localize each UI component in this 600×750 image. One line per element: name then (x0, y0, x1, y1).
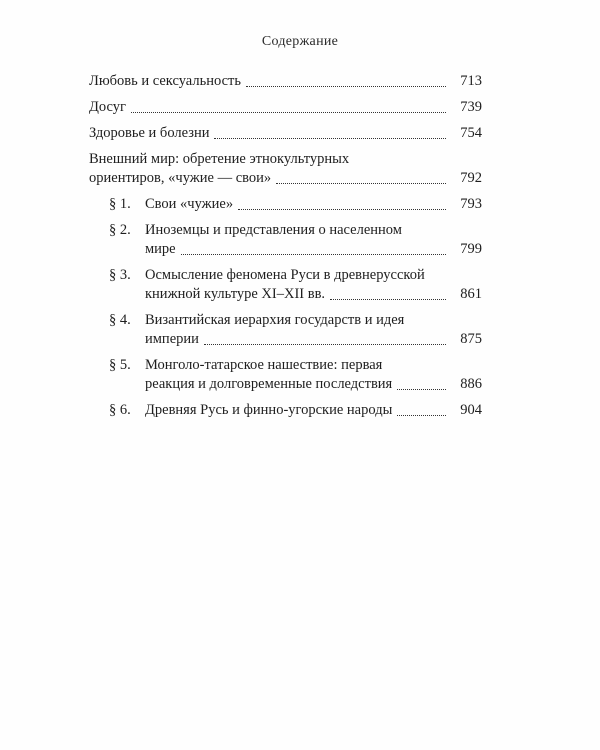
leader-dots (214, 138, 446, 139)
section-number: § 2. (109, 222, 131, 238)
toc-entry-leisure[interactable] (89, 98, 482, 117)
toc-entry-outer-world[interactable] (89, 150, 482, 188)
toc-entry-title-line1: Монголо-татарское нашествие: первая (145, 357, 383, 373)
toc-subentry-6[interactable] (109, 401, 482, 420)
leader-dots (397, 389, 446, 390)
toc-entry-page: 886 (460, 376, 482, 392)
leader-dots (181, 254, 446, 255)
toc-entry-page: 754 (460, 125, 482, 141)
toc-entry-title: Досуг (89, 99, 126, 115)
section-number: § 1. (109, 196, 131, 212)
toc-entry-title-line2: мире (145, 241, 176, 257)
leader-dots (330, 299, 446, 300)
toc-entry-title-line2: книжной культуре XI–XII вв. (145, 286, 326, 302)
toc-subentry-3[interactable] (109, 266, 482, 304)
toc-entry-title: Здоровье и болезни (89, 125, 210, 141)
toc-entry-title: Свои «чужие» (145, 196, 234, 212)
toc-entry-page: 799 (460, 241, 482, 257)
toc-entry-health[interactable] (89, 124, 482, 143)
toc-entry-title-line2: ориентиров, «чужие — свои» (89, 170, 272, 186)
section-number: § 4. (109, 312, 131, 328)
toc-entry-title-line1: Византийская иерархия государств и идея (145, 312, 405, 328)
page-title: Содержание (261, 34, 339, 49)
toc-entry-title-line2: реакция и долговременные последствия (145, 376, 393, 392)
toc-entry-page: 904 (460, 402, 482, 418)
toc-entry-title-line2: империи (145, 331, 199, 347)
section-number: § 5. (109, 357, 131, 373)
toc-entry-page: 713 (460, 73, 482, 89)
leader-dots (238, 209, 446, 210)
leader-dots (276, 183, 446, 184)
toc-entry-title-line1: Внешний мир: обретение этнокультурных (89, 151, 350, 167)
toc-entry-page: 739 (460, 99, 482, 115)
toc-entry-title-line1: Осмысление феномена Руси в древнерусской (145, 267, 425, 283)
toc-entry-title: Любовь и сексуальность (89, 73, 241, 89)
table-of-contents (89, 72, 482, 427)
toc-subentry-5[interactable] (109, 356, 482, 394)
leader-dots (204, 344, 446, 345)
toc-subentry-1[interactable] (109, 195, 482, 214)
toc-entry-title-line1: Иноземцы и представления о населенном (145, 222, 402, 238)
toc-entry-page: 875 (460, 331, 482, 347)
toc-entry-page: 861 (460, 286, 482, 302)
section-number: § 3. (109, 267, 131, 283)
leader-dots (246, 86, 446, 87)
toc-subentry-4[interactable] (109, 311, 482, 349)
toc-entry-title: Древняя Русь и финно-угорские народы (145, 402, 393, 418)
leader-dots (397, 415, 446, 416)
toc-entry-page: 792 (460, 170, 482, 186)
leader-dots (131, 112, 446, 113)
toc-entry-love[interactable] (89, 72, 482, 91)
toc-subentry-2[interactable] (109, 221, 482, 259)
section-number: § 6. (109, 402, 131, 418)
toc-entry-page: 793 (460, 196, 482, 212)
